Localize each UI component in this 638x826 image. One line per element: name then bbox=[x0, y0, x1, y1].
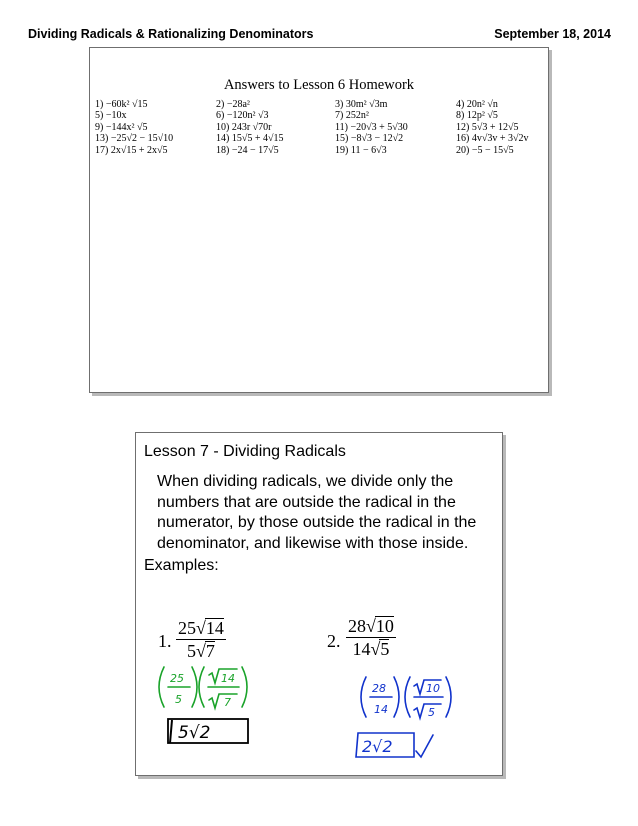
answer-item: 19) 11 − 6√3 bbox=[335, 144, 387, 156]
answer-item: 6) −120n² √3 bbox=[216, 110, 269, 122]
example-2-answer-box bbox=[354, 729, 438, 761]
denominator-coefficient: 14 bbox=[352, 639, 371, 659]
example-1-answer-box bbox=[166, 716, 252, 746]
example-1-problem bbox=[158, 617, 258, 667]
example-fraction: $\frac{25√14}{5√7}$ bbox=[178, 618, 224, 661]
page-header-date: September 18, 2014 bbox=[494, 27, 611, 41]
answer-item: 18) −24 − 17√5 bbox=[216, 144, 279, 156]
answer-item: 16) 4v√3v + 3√2v bbox=[456, 133, 529, 145]
example-number: 2. bbox=[327, 631, 341, 651]
answers-grid bbox=[95, 99, 545, 156]
answer-item: 3) 30m² √3m bbox=[335, 99, 388, 110]
hand-rad-bot: 5 bbox=[428, 706, 435, 719]
lesson-slide bbox=[135, 432, 503, 776]
answer-item: 1) −60k² √15 bbox=[95, 99, 148, 110]
denominator-coefficient: 5 bbox=[187, 641, 196, 661]
example-1-answer: 5√2 bbox=[178, 723, 211, 743]
example-1-handwriting bbox=[154, 663, 254, 717]
answer-item: 15) −8√3 − 12√2 bbox=[335, 133, 404, 145]
hand-rad-top: 14 bbox=[221, 672, 235, 685]
answer-item: 7) 252n² bbox=[335, 110, 369, 122]
hand-frac-bot: 14 bbox=[374, 703, 388, 716]
page-header-title: Dividing Radicals & Rationalizing Denominators bbox=[28, 27, 314, 41]
example-2-problem bbox=[327, 615, 437, 665]
answers-slide bbox=[89, 47, 549, 393]
answer-item: 9) −144x² √5 bbox=[95, 121, 148, 133]
example-2-answer: 2√2 bbox=[362, 737, 393, 756]
examples-label: Examples: bbox=[144, 557, 219, 574]
hand-frac-bot: 5 bbox=[175, 693, 182, 706]
example-2-handwriting bbox=[356, 673, 456, 727]
answer-item: 20) −5 − 15√5 bbox=[456, 144, 514, 156]
answer-item: 2) −28a² bbox=[216, 99, 250, 110]
numerator-radicand: 14 bbox=[205, 618, 224, 638]
answer-item: 12) 5√3 + 12√5 bbox=[456, 121, 519, 133]
answer-item: 11) −20√3 + 5√30 bbox=[335, 121, 408, 133]
answer-item: 17) 2x√15 + 2x√5 bbox=[95, 144, 168, 156]
hand-rad-bot: 7 bbox=[224, 696, 231, 709]
answer-item: 13) −25√2 − 15√10 bbox=[95, 133, 174, 145]
hand-rad-top: 10 bbox=[426, 682, 440, 695]
denominator-radicand: 5 bbox=[380, 639, 390, 659]
example-number: 1. bbox=[158, 631, 172, 651]
hand-frac-top: 25 bbox=[170, 672, 184, 685]
numerator-radicand: 10 bbox=[375, 616, 394, 636]
answer-item: 14) 15√5 + 4√15 bbox=[216, 133, 284, 145]
answer-item: 10) 243r √70r bbox=[216, 121, 272, 133]
answer-item: 4) 20n² √n bbox=[456, 99, 498, 110]
hand-frac-top: 28 bbox=[372, 682, 386, 695]
numerator-coefficient: 25 bbox=[178, 618, 196, 638]
lesson-title: Lesson 7 - Dividing Radicals bbox=[144, 443, 346, 460]
answer-item: 5) −10x bbox=[95, 110, 127, 122]
denominator-radicand: 7 bbox=[205, 641, 215, 661]
example-fraction: $\frac{28√10}{14√5}$ bbox=[348, 616, 394, 659]
numerator-coefficient: 28 bbox=[348, 616, 366, 636]
answers-title: Answers to Lesson 6 Homework bbox=[223, 77, 415, 93]
lesson-body: When dividing radicals, we divide only the numbers that are outside the radical in the numerator, by those outside the radical in the denominator, and likewise with those inside. bbox=[157, 473, 477, 552]
answer-item: 8) 12p² √5 bbox=[456, 110, 498, 122]
